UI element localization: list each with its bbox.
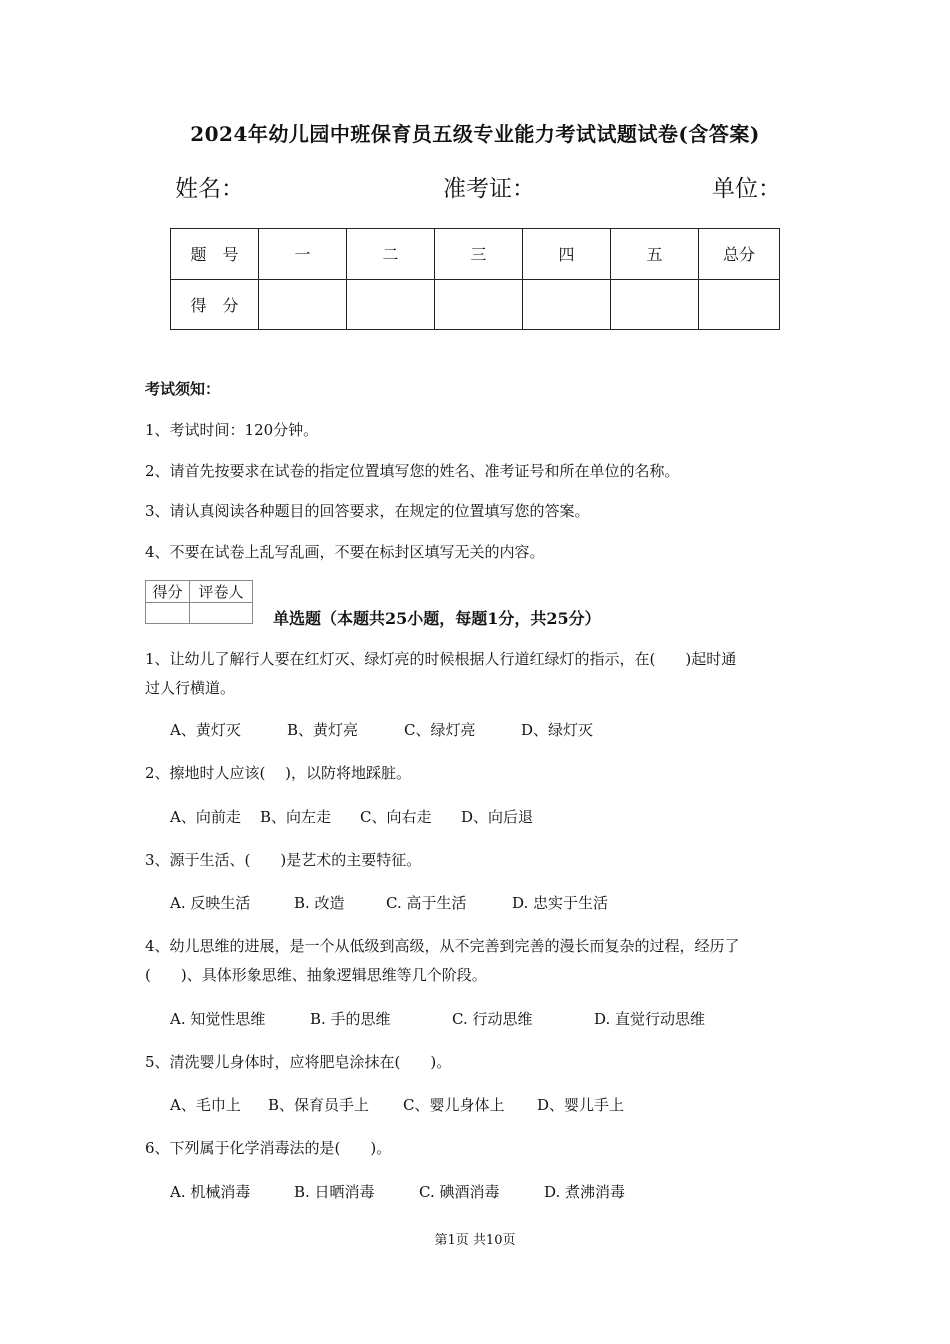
option[interactable]: A. 机械消毒 <box>170 1183 251 1201</box>
question-text: 4、幼儿思维的进展，是一个从低级到高级，从不完善到完善的漫长而复杂的过程，经历了 <box>145 937 740 955</box>
option[interactable]: C、绿灯亮 <box>404 721 476 739</box>
table-header-cell: 题 号 <box>171 229 259 280</box>
option[interactable]: B、保育员手上 <box>268 1096 370 1114</box>
notice-item: 3、请认真阅读各种题目的回答要求，在规定的位置填写您的答案。 <box>145 502 590 520</box>
score-cell[interactable] <box>611 279 699 330</box>
score-table <box>170 228 780 330</box>
table-header-cell: 二 <box>347 229 435 280</box>
candidate-info-row <box>175 170 785 204</box>
grader-score-cell[interactable] <box>146 603 190 624</box>
question-text-cont: 过人行横道。 <box>145 679 236 697</box>
option[interactable]: C. 高于生活 <box>386 894 467 912</box>
question-text: 3、源于生活、( )是艺术的主要特征。 <box>145 851 422 869</box>
option[interactable]: C. 碘酒消毒 <box>419 1183 500 1201</box>
question-options <box>170 806 533 827</box>
option[interactable]: C、向右走 <box>360 808 432 826</box>
option[interactable]: C、婴儿身体上 <box>403 1096 505 1114</box>
table-header-cell: 总分 <box>699 229 780 280</box>
table-header-cell: 一 <box>259 229 347 280</box>
option[interactable]: A、向前走 <box>170 808 241 826</box>
option[interactable]: B、向左走 <box>260 808 332 826</box>
question-options <box>170 719 593 740</box>
page-title: 2024年幼儿园中班保育员五级专业能力考试试题试卷(含答案) <box>190 122 760 146</box>
grader-score-label: 得分 <box>146 581 190 603</box>
option[interactable]: B. 改造 <box>294 894 345 912</box>
question-options <box>170 1008 705 1029</box>
page-footer: 第1页 共10页 <box>434 1233 516 1248</box>
table-header-cell: 四 <box>523 229 611 280</box>
score-table-score-row <box>171 279 780 330</box>
table-header-cell: 五 <box>611 229 699 280</box>
question-text-cont: ( )、具体形象思维、抽象逻辑思维等几个阶段。 <box>145 966 487 984</box>
option[interactable]: B、黄灯亮 <box>287 721 359 739</box>
option[interactable]: D、绿灯灭 <box>521 721 594 739</box>
score-cell[interactable] <box>699 279 780 330</box>
option[interactable]: D. 忠实于生活 <box>512 894 609 912</box>
question-text: 1、让幼儿了解行人要在红灯灭、绿灯亮的时候根据人行道红绿灯的指示，在( )起时通 <box>145 650 737 668</box>
score-cell[interactable] <box>347 279 435 330</box>
question-options <box>170 1094 624 1115</box>
score-table-header-row <box>171 229 780 280</box>
ticket-label: 准考证： <box>443 176 535 202</box>
notice-item: 2、请首先按要求在试卷的指定位置填写您的姓名、准考证号和所在单位的名称。 <box>145 462 680 480</box>
option[interactable]: B. 手的思维 <box>310 1010 391 1028</box>
option[interactable]: D、婴儿手上 <box>537 1096 625 1114</box>
question-text: 5、清洗婴儿身体时，应将肥皂涂抹在( )。 <box>145 1053 452 1071</box>
option[interactable]: B. 日晒消毒 <box>294 1183 375 1201</box>
option[interactable]: D. 直觉行动思维 <box>594 1010 706 1028</box>
option[interactable]: C. 行动思维 <box>452 1010 533 1028</box>
question-text: 6、下列属于化学消毒法的是( )。 <box>145 1139 392 1157</box>
option[interactable]: A. 反映生活 <box>170 894 251 912</box>
grader-box <box>145 580 253 624</box>
question-options <box>170 1181 625 1202</box>
grader-name-label: 评卷人 <box>190 581 253 603</box>
option[interactable]: D. 煮沸消毒 <box>544 1183 626 1201</box>
name-label: 姓名： <box>175 176 244 202</box>
option[interactable]: A、毛巾上 <box>170 1096 241 1114</box>
section-title: 单选题（本题共25小题，每题1分，共25分） <box>273 609 601 628</box>
question-options <box>170 892 608 913</box>
score-cell[interactable] <box>435 279 523 330</box>
notice-item: 1、考试时间：120分钟。 <box>145 421 319 439</box>
score-cell[interactable] <box>523 279 611 330</box>
notice-item: 4、不要在试卷上乱写乱画，不要在标封区填写无关的内容。 <box>145 543 545 561</box>
option[interactable]: A、黄灯灭 <box>170 721 241 739</box>
score-row-label: 得 分 <box>171 279 259 330</box>
table-header-cell: 三 <box>435 229 523 280</box>
grader-name-cell[interactable] <box>190 603 253 624</box>
option[interactable]: A. 知觉性思维 <box>170 1010 266 1028</box>
option[interactable]: D、向后退 <box>461 808 534 826</box>
notice-heading: 考试须知： <box>145 380 221 398</box>
unit-label: 单位： <box>712 176 781 202</box>
question-text: 2、擦地时人应该( )，以防将地踩脏。 <box>145 764 412 782</box>
score-cell[interactable] <box>259 279 347 330</box>
